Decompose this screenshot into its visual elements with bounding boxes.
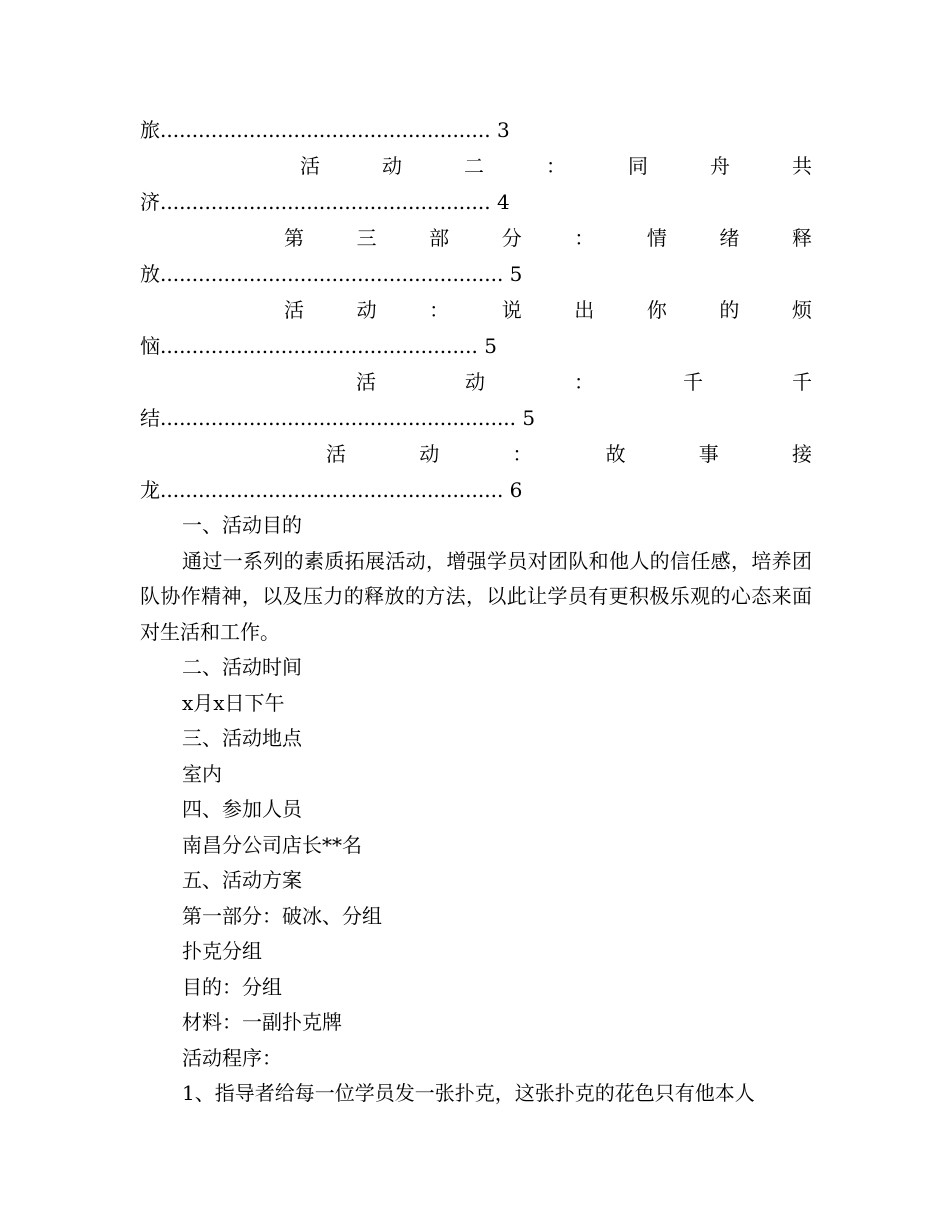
toc-char: 活 — [300, 154, 320, 178]
toc-char: 情 — [646, 226, 667, 250]
toc-char: 绪 — [719, 226, 740, 250]
toc-page-number: 5 — [522, 406, 536, 430]
toc-page-number: 3 — [496, 118, 510, 142]
purpose-paragraph: 通过一系列的素质拓展活动，增强学员对团队和他人的信任感，培养团队协作精神，以及压力的释放的方法，以此让学员有更积极乐观的心态来面对生活和工作。 — [140, 548, 812, 644]
toc-leader-dots: .................................................. — [160, 334, 478, 358]
toc-char: 分 — [501, 226, 522, 250]
toc-tail-char: 旅 — [140, 118, 160, 142]
section-heading-place: 三、活动地点 — [182, 726, 302, 750]
toc-char: 同 — [628, 154, 648, 178]
toc-entry-6-leader — [140, 472, 812, 508]
toc-tail-char: 恼 — [140, 334, 160, 358]
toc-page-number: 5 — [509, 262, 523, 286]
part-one-heading: 第一部分：破冰、分组 — [182, 903, 382, 928]
toc-entry-4-leader — [140, 328, 812, 364]
toc-entry-2-leader — [140, 184, 812, 220]
toc-char: 说 — [501, 298, 522, 322]
activity-time: x月x日下午 — [182, 690, 285, 715]
toc-page-number: 5 — [484, 334, 497, 358]
toc-char: ： — [512, 442, 533, 466]
toc-char: 活 — [284, 298, 304, 322]
toc-tail-char: 结 — [140, 406, 160, 430]
toc-entry-4-title — [140, 292, 812, 328]
toc-entry-5-leader — [140, 400, 812, 436]
toc-char: 活 — [326, 442, 346, 466]
toc-char: ： — [574, 226, 595, 250]
toc-char: 二 — [464, 154, 484, 178]
toc-char: 动 — [382, 154, 402, 178]
toc-char: 活 — [356, 370, 376, 394]
toc-char: 事 — [698, 442, 719, 466]
section-heading-plan: 五、活动方案 — [182, 868, 302, 892]
table-of-contents — [140, 112, 812, 508]
activity-place: 室内 — [182, 761, 222, 786]
toc-page-number: 6 — [509, 478, 523, 502]
toc-char: 出 — [574, 298, 595, 322]
toc-leader-dots: .................................................... — [160, 118, 491, 142]
toc-leader-dots: ...................................................... — [160, 262, 504, 286]
toc-char: 的 — [719, 298, 740, 322]
toc-entry-6-title — [140, 436, 812, 472]
toc-char: 共 — [792, 154, 812, 178]
section-heading-time: 二、活动时间 — [182, 655, 302, 679]
toc-entry-2-title — [140, 148, 812, 184]
toc-page-number: 4 — [496, 190, 510, 214]
procedure-step-1: 1、指导者给每一位学员发一张扑克，这张扑克的花色只有他本人 — [182, 1081, 755, 1105]
poker-grouping-title: 扑克分组 — [182, 939, 262, 963]
toc-char: 动 — [465, 370, 485, 394]
toc-char: ： — [546, 154, 566, 178]
section-heading-purpose: 一、活动目的 — [182, 513, 302, 537]
toc-char: 你 — [646, 298, 667, 322]
toc-entry-3-leader — [140, 256, 812, 292]
participants: 南昌分公司店长**名 — [182, 832, 362, 857]
toc-char: 三 — [356, 226, 377, 250]
toc-char: 第 — [284, 226, 304, 250]
toc-leader-dots: .................................................... — [160, 190, 491, 214]
toc-char: 舟 — [710, 154, 730, 178]
toc-char: ： — [429, 298, 450, 322]
materials-line: 材料：一副扑克牌 — [182, 1010, 342, 1034]
toc-char: 释 — [791, 226, 812, 250]
toc-char: 部 — [429, 226, 450, 250]
toc-char: 故 — [605, 442, 626, 466]
toc-entry-5-title — [140, 364, 812, 400]
toc-tail-char: 济 — [140, 190, 160, 214]
toc-char: ： — [574, 370, 594, 394]
procedure-heading: 活动程序： — [182, 1045, 282, 1070]
toc-char: 烦 — [791, 298, 812, 322]
document-body — [140, 508, 812, 1112]
toc-entry-1 — [140, 112, 812, 148]
toc-char: 千 — [792, 370, 812, 394]
toc-char: 接 — [791, 442, 812, 466]
toc-tail-char: 龙 — [140, 478, 160, 502]
toc-tail-char: 放 — [140, 262, 160, 286]
purpose-line: 目的：分组 — [182, 974, 282, 999]
toc-leader-dots: ........................................................ — [160, 406, 517, 430]
toc-char: 千 — [683, 370, 703, 394]
toc-entry-3-title — [140, 220, 812, 256]
section-heading-participants: 四、参加人员 — [182, 797, 302, 821]
toc-leader-dots: ...................................................... — [160, 478, 504, 502]
toc-char: 动 — [356, 298, 377, 322]
toc-char: 动 — [419, 442, 440, 466]
